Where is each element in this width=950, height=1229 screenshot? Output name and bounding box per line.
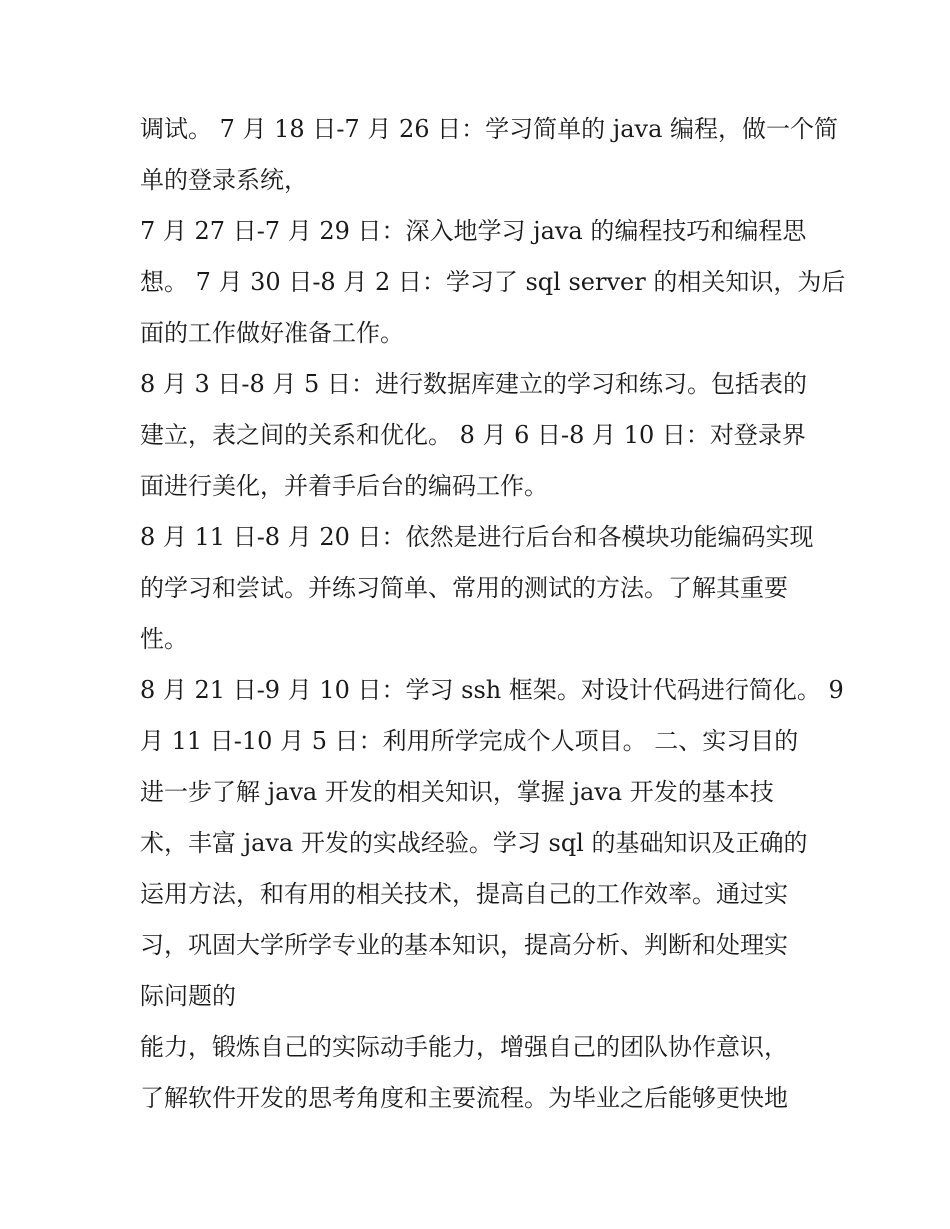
- text-line: 面进行美化，并着手后台的编码工作。: [140, 472, 548, 500]
- text-line: 建立，表之间的关系和优化。 8 月 6 日-8 月 10 日：对登录界: [140, 421, 806, 449]
- text-line: 习，巩固大学所学专业的基本知识，提高分析、判断和处理实: [140, 931, 788, 959]
- document-body: [140, 104, 846, 1124]
- text-line: 了解软件开发的思考角度和主要流程。为毕业之后能够更快地: [140, 1084, 788, 1112]
- text-line: 想。 7 月 30 日-8 月 2 日：学习了 sql server 的相关知识，为后: [140, 268, 846, 296]
- text-line: 的学习和尝试。并练习简单、常用的测试的方法。了解其重要: [140, 574, 788, 602]
- text-line: 月 11 日-10 月 5 日：利用所学完成个人项目。 二、实习目的: [140, 727, 799, 755]
- text-line: 性。: [140, 625, 188, 653]
- text-line: 面的工作做好准备工作。: [140, 319, 404, 347]
- text-line: 能力，锻炼自己的实际动手能力，增强自己的团队协作意识，: [140, 1033, 788, 1061]
- text-line: 运用方法，和有用的相关技术，提高自己的工作效率。通过实: [140, 880, 788, 908]
- text-line: 8 月 3 日-8 月 5 日：进行数据库建立的学习和练习。包括表的: [140, 370, 807, 398]
- text-line: 调试。 7 月 18 日-7 月 26 日：学习简单的 java 编程，做一个简: [140, 115, 839, 143]
- text-line: 单的登录系统，: [140, 166, 308, 194]
- text-line: 际问题的: [140, 982, 236, 1010]
- text-line: 7 月 27 日-7 月 29 日：深入地学习 java 的编程技巧和编程思: [140, 217, 807, 245]
- text-line: 术，丰富 java 开发的实战经验。学习 sql 的基础知识及正确的: [140, 829, 808, 857]
- text-line: 8 月 11 日-8 月 20 日：依然是进行后台和各模块功能编码实现: [140, 523, 814, 551]
- text-line: 进一步了解 java 开发的相关知识，掌握 java 开发的基本技: [140, 778, 774, 806]
- text-line: 8 月 21 日-9 月 10 日：学习 ssh 框架。对设计代码进行简化。 9: [140, 676, 844, 704]
